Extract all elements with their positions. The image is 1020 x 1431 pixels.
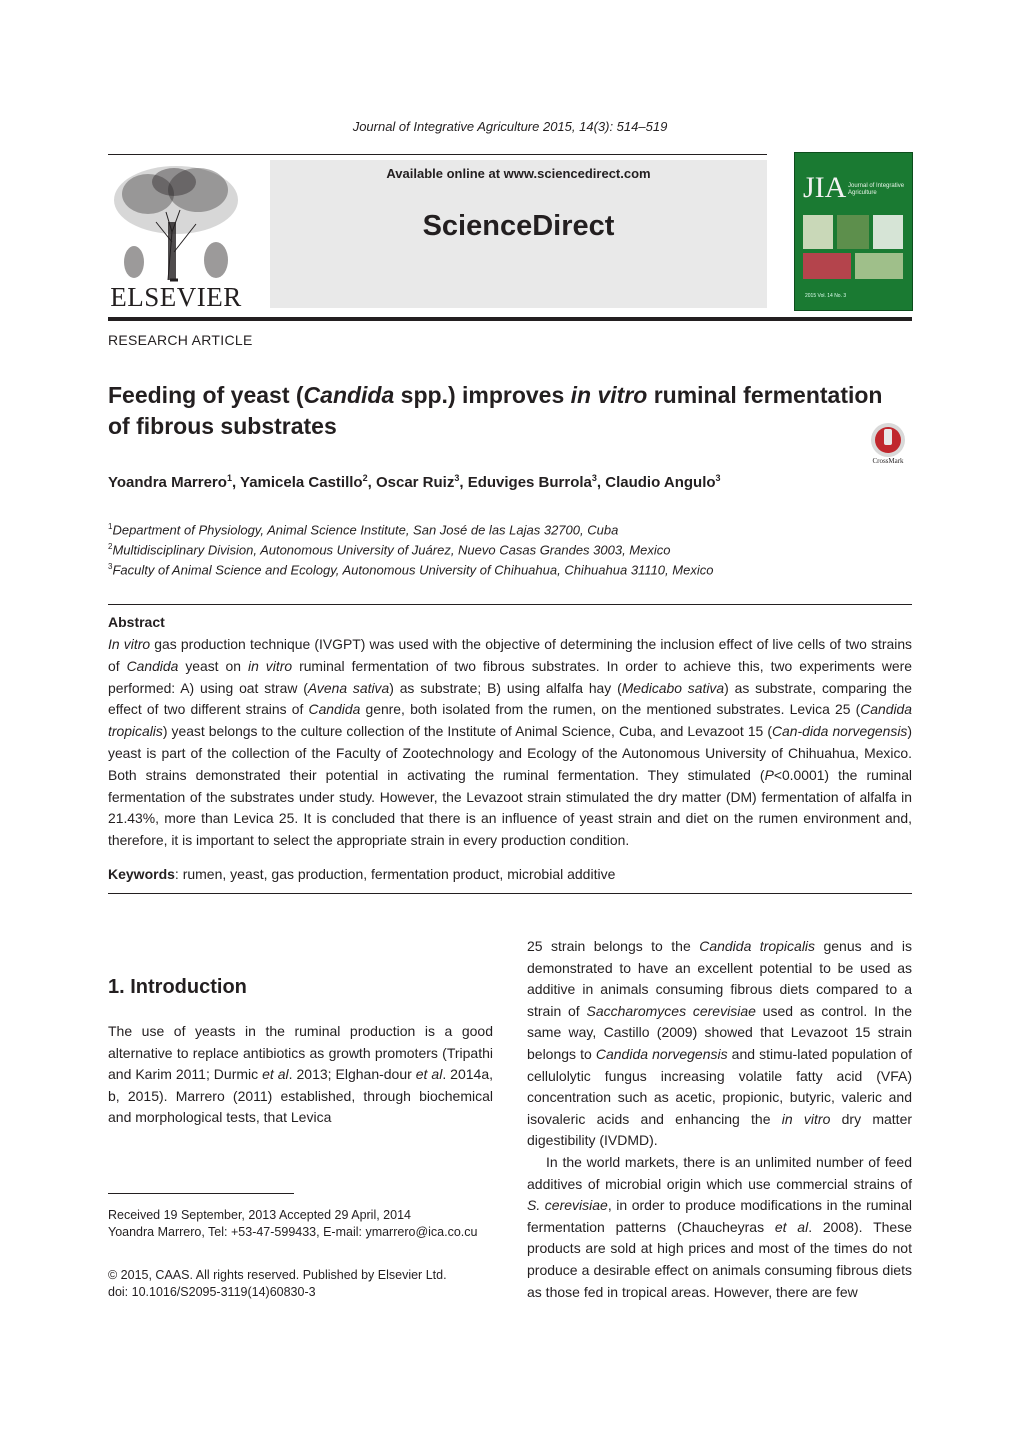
introduction-heading: 1. Introduction <box>108 976 247 998</box>
abstract-bottom-rule <box>108 893 912 894</box>
title-part: Feeding of yeast ( <box>108 382 304 408</box>
article-title <box>108 380 918 442</box>
crossmark-badge[interactable] <box>864 420 912 468</box>
abstract-top-rule <box>108 604 912 605</box>
correspondence: Yoandra Marrero, Tel: +53-47-599433, E-mail: ymarrero@ica.co.cu <box>108 1225 478 1239</box>
author: Claudio Angulo$^3$ <box>605 473 721 491</box>
intro-paragraph-1-continued: 25 strain belongs to the Candida tropicalis genus and is demonstrated to have an excellent potential to be used as additive in animals consuming fibrous diets compared to a strain of Saccharomyces cerevisiae used as control. In the same way, Castillo (2009) showed that Levazoot 15 strain belongs to Candida norvegensis and stimu-lated population of cellulolytic fungus increasing volatile fatty acid (VFA) concentration such as acetic, propionic, butyric, valeric and isovaleric acids and enhancing the in vitro dry matter digestibility (IVDMD). <box>527 938 913 1149</box>
affiliation-2: $^2$Multidisciplinary Division, Autonomous University of Juárez, Nuevo Casas Grandes 3003, Mexico <box>108 542 671 558</box>
keywords-label: Keywords <box>108 866 175 882</box>
elsevier-wordmark: ELSEVIER <box>110 282 242 312</box>
header-top-rule <box>108 154 767 155</box>
elsevier-tree-icon <box>108 162 244 282</box>
cover-photo-4 <box>803 253 851 279</box>
author: Oscar Ruiz$^3$, <box>375 473 468 491</box>
author: Yamicela Castillo$^2$, <box>240 473 376 491</box>
journal-cover <box>794 152 913 311</box>
author-list <box>108 473 721 491</box>
title-italic: Candida <box>303 382 395 408</box>
intro-paragraph-2: In the world markets, there is an unlimited number of feed additives of microbial origin which use commercial strains of S. cerevisiae, in order to produce modifications in the ruminal fermentation patterns (Chaucheyras et al. 2008). These products are sold at high prices and most of the times do not produce a desirable effect on animals consuming fibrous diets as those fed in tropical areas. However, there are few <box>527 1153 912 1300</box>
intro-right-column <box>527 936 912 1303</box>
journal-citation: Journal of Integrative Agriculture 2015, 14(3): 514–519 <box>352 119 668 134</box>
cover-photo-2 <box>837 215 869 249</box>
title-part: spp.) improves <box>394 382 571 408</box>
abstract-text: In vitro gas production technique (IVGPT) was used with the objective of determining the inclusion effect of live cells of two strains of Candida yeast on in vitro ruminal fermentation of two fibrous substrates. In order to achieve this, two experiments were performed: A) using oat straw (Avena sativa) as substrate; B) using alfalfa hay (Medicabo sativa) as substrate, comparing the effect of two different strains of Candida genre, both isolated from the rumen, on the mentioned substrates. Levica 25 (Candida tropicalis) yeast belongs to the culture collection of the Institute of Animal Science, Cuba, and Levazoot 15 (Can-dida norvegensis) yeast is part of the collection of the Faculty of Zootechnology and Ecology of the Autonomous University of Chihuahua, Mexico. Both strains demonstrated their potential in activating the ruminal fermentation. They stimulated (P<0.0001) the ruminal fermentation of the substrates under study. However, the Levazoot strain stimulated the dry matter (DM) fermentation of alfalfa in 21.43%, more than Levica 25. It is concluded that there is an influence of yeast strain and diet on the rumen environment and, therefore, it is important to select the appropriate strain in every production condition. <box>108 636 913 849</box>
received-dates: Received 19 September, 2013 Accepted 29 April, 2014 <box>108 1208 411 1222</box>
article-type: RESEARCH ARTICLE <box>108 332 253 348</box>
cover-footer: 2015 Vol. 14 No. 3 <box>805 293 847 299</box>
affiliation-3: $^3$Faculty of Animal Science and Ecology, Autonomous University of Chihuahua, Chihuahua 31110, Mexico <box>108 562 714 578</box>
intro-left-column: The use of yeasts in the ruminal production is a good alternative to replace antibiotics as growth promoters (Tripathi and Karim 2011; Durmic et al. 2013; Elghan-dour et al. 2014a, b, 2015). Marrero (2011) established, through biochemical and morphological tests, that Levica <box>108 1023 493 1126</box>
cover-photo-3 <box>873 215 903 249</box>
cover-jia-text: JIA <box>803 171 847 204</box>
cover-photo-5 <box>855 253 903 279</box>
author: Yoandra Marrero$^1$, <box>108 473 241 491</box>
title-part: ruminal fermentation <box>647 382 883 408</box>
copyright: © 2015, CAAS. All rights reserved. Published by Elsevier Ltd. <box>108 1268 447 1282</box>
footnote-rule <box>108 1193 294 1194</box>
cover-photo-1 <box>803 215 833 249</box>
abstract-heading: Abstract <box>108 614 165 630</box>
crossmark-label: CrossMark <box>872 457 904 465</box>
keywords <box>108 866 615 882</box>
sciencedirect-title: ScienceDirect <box>422 210 615 242</box>
available-online-text: Available online at www.sciencedirect.com <box>386 166 651 181</box>
cover-subtitle: Journal of Integrative Agriculture <box>848 183 905 196</box>
author: Eduviges Burrola$^3$, <box>467 473 606 491</box>
title-line-2: of fibrous substrates <box>108 413 337 439</box>
affiliation-1: $^1$Department of Physiology, Animal Science Institute, San José de las Lajas 32700, Cuba <box>108 522 619 538</box>
header-bottom-rule <box>108 317 912 321</box>
title-italic: in vitro <box>570 382 648 408</box>
keywords-text: : rumen, yeast, gas production, fermentation product, microbial additive <box>174 866 616 882</box>
doi: doi: 10.1016/S2095-3119(14)60830-3 <box>108 1285 316 1299</box>
